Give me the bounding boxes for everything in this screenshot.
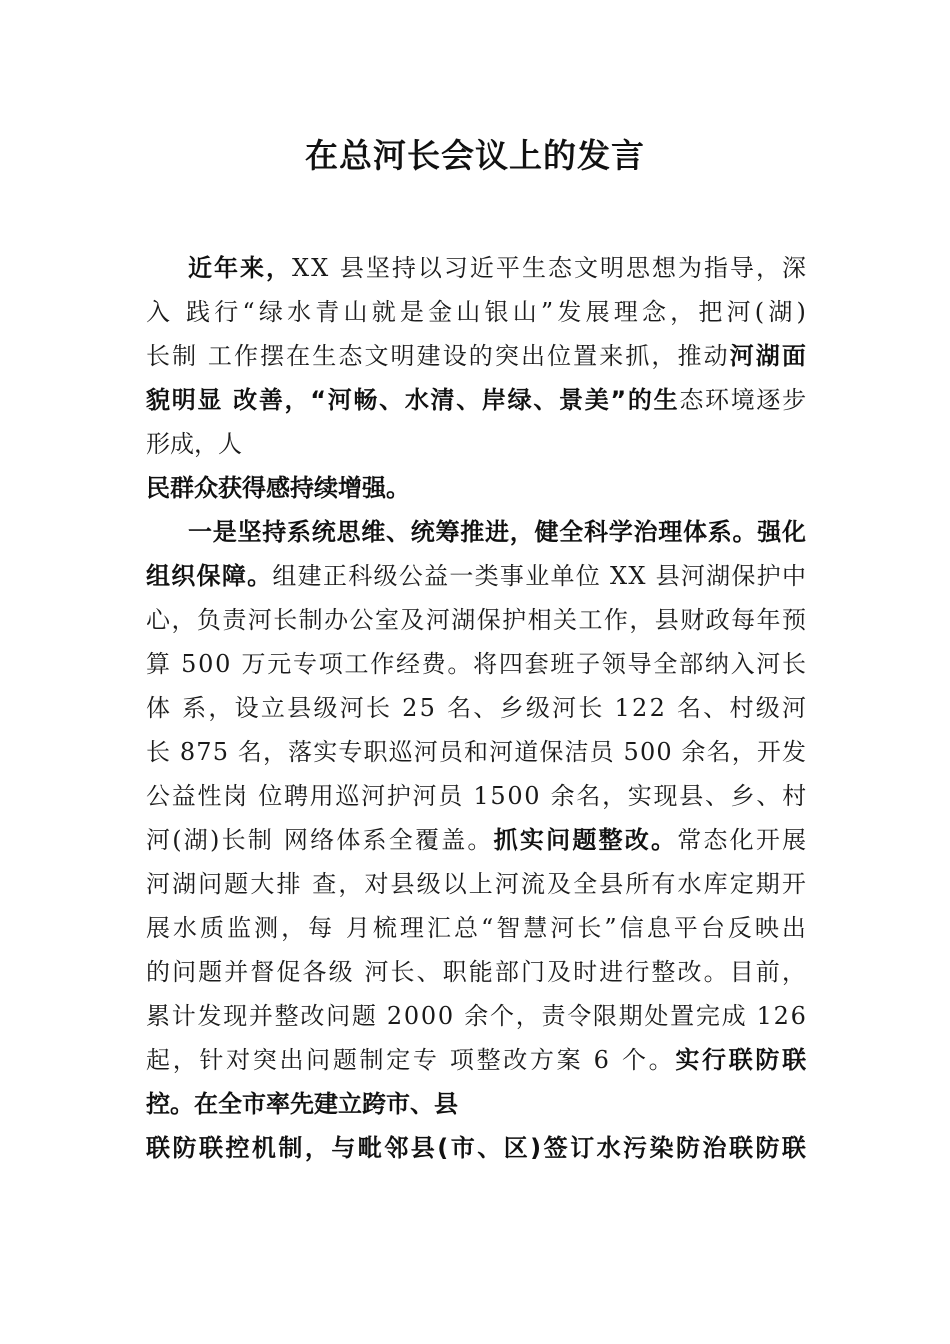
text-run: 算 500 万元专项工作经费。将四套班子领导全部纳入河长	[146, 650, 808, 678]
text-line	[146, 380, 808, 415]
text-line	[146, 996, 808, 1031]
text-line	[146, 952, 808, 987]
text-line	[146, 336, 808, 371]
text-line	[146, 820, 808, 855]
text-run: 组建正科级公益一类事业单位 XX 县河湖保护中	[272, 562, 808, 590]
text-line	[146, 732, 807, 767]
text-run: 展水质监测，每 月梳理汇总“智慧河长”信息平台反映出	[146, 914, 809, 942]
text-run: 常态化开展	[677, 826, 809, 854]
text-line	[146, 468, 410, 503]
bold-text-run: 联防联控机制，与毗邻县(市、区)签订水污染防治联防联	[146, 1134, 809, 1162]
text-line	[146, 908, 809, 943]
text-line	[146, 776, 808, 811]
text-line	[146, 688, 808, 723]
bold-text-run: 实行联防联	[675, 1046, 809, 1074]
text-run: 河湖问题大排 查，对县级以上河流及全县所有水库定期开	[146, 870, 808, 898]
text-line	[146, 600, 807, 635]
text-line	[146, 1084, 458, 1119]
text-run: 体 系，设立县级河长 25 名、乡级河长 122 名、村级河	[146, 694, 809, 722]
text-line	[146, 1128, 808, 1163]
text-run: 形成，人	[146, 430, 242, 458]
bold-text-run: 民群众获得感持续增强。	[146, 474, 410, 502]
bold-text-run: 貌明显 改善，“河畅、水清、岸绿、景美”的生	[146, 386, 680, 414]
bold-text-run: 一是坚持系统思维、统筹推进，健全科学治理体系。强化	[188, 518, 807, 546]
text-line	[146, 1040, 809, 1075]
document-title: 在总河长会议上的发言	[305, 136, 645, 175]
bold-text-run: 近年来，	[188, 254, 293, 282]
bold-text-run: 组织保障。	[146, 562, 273, 590]
text-run: 态环境逐步	[679, 386, 808, 414]
text-line	[146, 556, 807, 591]
bold-text-run: 抓实问题整改。	[493, 826, 678, 854]
bold-text-run: 控。在全市率先建立跨市、县	[146, 1090, 458, 1118]
text-line	[146, 644, 808, 679]
text-line	[146, 292, 810, 327]
text-line	[146, 424, 242, 459]
text-run: XX 县坚持以习近平生态文明思想为指导，深	[292, 254, 809, 282]
text-run: 起，针对突出问题制定专 项整改方案 6 个。	[146, 1046, 676, 1074]
text-run: 长 875 名，落实专职巡河员和河道保洁员 500 余名，开发	[146, 738, 808, 766]
text-run: 河(湖)长制 网络体系全覆盖。	[146, 826, 494, 854]
text-run: 累计发现并整改问题 2000 余个，责令限期处置完成 126	[146, 1002, 808, 1030]
text-run: 长制 工作摆在生态文明建设的突出位置来抓，推动	[146, 342, 730, 370]
text-run: 公益性岗 位聘用巡河护河员 1500 余名，实现县、乡、村	[146, 782, 808, 810]
text-run: 入 践行“绿水青山就是金山银山”发展理念，把河(湖)	[146, 298, 811, 326]
text-line	[188, 248, 808, 283]
text-run: 的问题并督促各级 河长、职能部门及时进行整改。目前，	[146, 958, 808, 986]
text-line	[146, 864, 808, 899]
text-line	[188, 512, 807, 547]
text-run: 心，负责河长制办公室及河湖保护相关工作，县财政每年预	[146, 606, 808, 634]
bold-text-run: 河湖面	[729, 342, 808, 370]
